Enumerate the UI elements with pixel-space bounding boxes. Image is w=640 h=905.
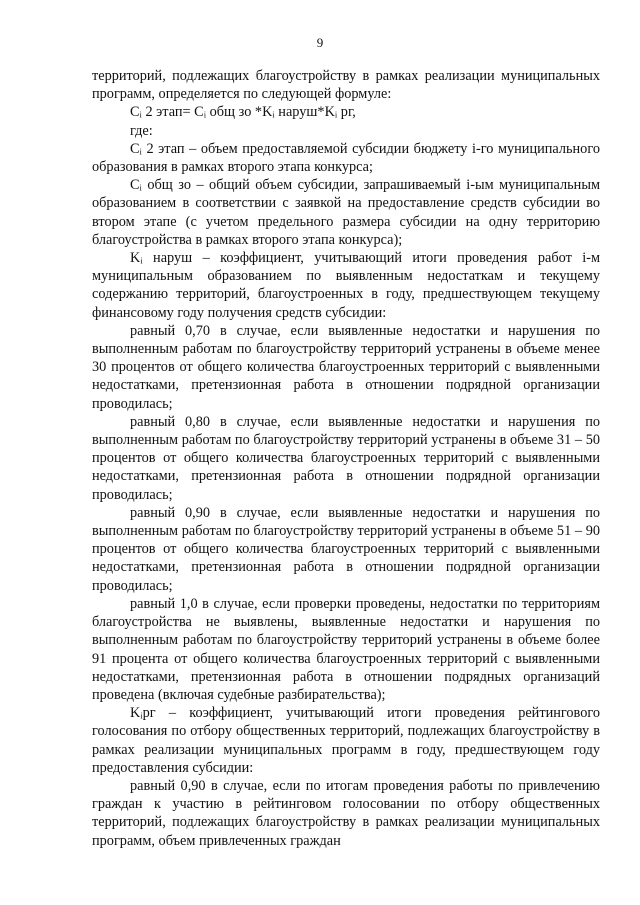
coefficient-0-90: равный 0,90 в случае, если выявленные недостатки и нарушения по выполненным работам по благоустройству территорий устранены в объеме 51 – 90 процентов от общего количества благоустроенных территорий с выявленными недостатками, претензионная работа в отношении подрядной организации проводилась; xyxy=(92,504,600,594)
paragraph-intro-continuation: территорий, подлежащих благоустройству в рамках реализации муниципальных программ, определяется по следующей формуле: xyxy=(92,68,600,103)
formula-where: где: xyxy=(130,122,153,139)
definition-k-rating: Kᵢрг – коэффициент, учитывающий итоги проведения рейтингового голосования по отбору общественных территорий, подлежащих благоустройству в рамках реализации муниципальных программ в году, предшествующем году предоставления субсидии: xyxy=(92,705,600,776)
coefficient-1-0: равный 1,0 в случае, если проверки проведены, недостатки по территориям благоустройства не выявлены, выявленные недостатки и нарушения по выполненным работам по благоустройству территорий устранены в объеме более 91 процента от общего количества благоустроенных территорий с выявленными недостатками, претензионная работа в отношении подрядных организаций проведена (включая судебные разбирательства); xyxy=(92,595,600,703)
coefficient-0-80: равный 0,80 в случае, если выявленные недостатки и нарушения по выполненным работам по благоустройству территорий устранены в объеме 31 – 50 процентов от общего количества благоустроенных территорий с выявленными недостатками, претензионная работа в отношении подрядной организации проводилась; xyxy=(92,413,600,503)
formula: Cᵢ 2 этап= Cᵢ общ зо *Kᵢ наруш*Kᵢ рг, xyxy=(130,104,356,121)
document-body xyxy=(92,67,600,850)
page-number: 9 xyxy=(316,35,324,50)
definition-c-total: Cᵢ общ зо – общий объем субсидии, запрашиваемый i-ым муниципальным образованием в соответствии с заявкой на предоставление средств субсидии во втором этапе (с учетом предельного размера субсидии на одну территорию благоустройства в рамках второго этапа конкурса); xyxy=(92,177,600,248)
definition-c2-stage: Cᵢ 2 этап – объем предоставляемой субсидии бюджету i-го муниципального образования в рамках второго этапа конкурса; xyxy=(92,140,600,176)
coefficient-0-70: равный 0,70 в случае, если выявленные недостатки и нарушения по выполненным работам по благоустройству территорий устранены в объеме менее 30 процентов от общего количества благоустроенных территорий с выявленными недостатками, претензионная работа в отношении подрядной организации проводилась; xyxy=(92,322,600,412)
definition-k-violations: Kᵢ наруш – коэффициент, учитывающий итоги проведения работ i-м муниципальным образованием по выявленным недостаткам и текущему содержанию территорий, благоустроенных в году, предшествующем текущему финансовому году получения средств субсидии: xyxy=(92,250,600,321)
rating-coefficient-0-90: равный 0,90 в случае, если по итогам проведения работы по привлечению граждан к участию в рейтинговом голосовании по отбору общественных территорий, подлежащих благоустройству в рамках реализации муниципальных программ, объем привлеченных граждан xyxy=(92,777,600,849)
